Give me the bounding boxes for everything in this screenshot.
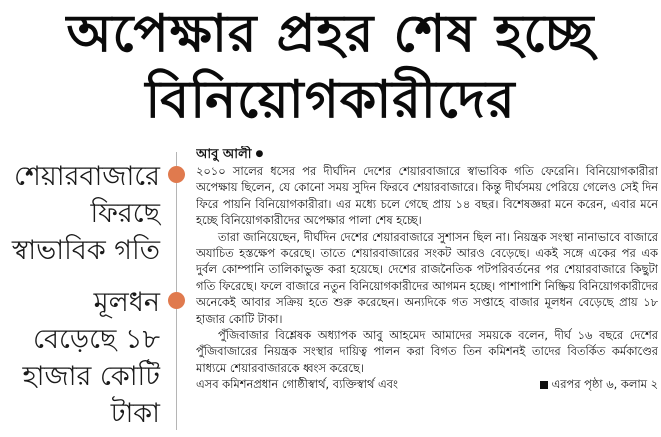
pull-quote-2 [22,284,160,432]
headline-line-2: বিনিয়োগকারীদের [145,70,516,130]
bullet-dot [168,166,185,183]
article-paragraph: ২০১০ সালের ধসের পর দীর্ঘদিন দেশের শেয়ারবাজারে স্বাভাবিক গতি ফেরেনি। বিনিয়োগকারীরা অপেক্ষায় ছিলেন, যে কোনো সময় সুদিন ফিরবে শেয়ারবাজারে। কিন্তু দীর্ঘসময় পেরিয়ে গেলেও সেই দিন ফিরে পায়নি বিনিয়োগকারীরা। এর মধ্যে চলে গেছে প্রায় ১৪ বছর। বিশেষজ্ঞরা মনে করেন, এবার মনে হচ্ছে বিনিয়োগকারীদের অপেক্ষার পালা শেষ হচ্ছে। [196,164,658,228]
pull-quote-1-line: শেয়ারবাজারে [13,161,160,192]
pull-quote-2-line: বেড়েছে ১৮ [33,324,160,355]
column-divider [176,152,177,430]
pull-quote-1-line: ফিরছে [90,198,160,229]
pull-quote-2-line: হাজার কোটি [22,361,160,392]
pull-quote-2-line: টাকা [110,398,160,429]
article-last-line-text: এসব কমিশনপ্রধান গোষ্ঠীস্বার্থ, ব্যক্তিস্বার্থ এবং [196,377,398,392]
article-paragraph: পুঁজিবাজার বিশ্লেষক অধ্যাপক আবু আহমেদ আমাদের সময়কে বলেন, দীর্ঘ ১৬ বছরে দেশের পুঁজিবাজারের নিয়ন্ত্রক সংস্থার দায়িত্ব পালন করা বিগত তিন কমিশনই তাদের বিতর্কিত কর্মকাণ্ডের মাধ্যমে শেয়ারবাজারকে ধ্বংস করেছে। [196,328,658,375]
headline-line-1: অপেক্ষার প্রহর শেষ হচ্ছে [66,4,595,64]
pull-quote-1-line: স্বাভাবিক গতি [11,235,160,266]
pull-quote-1 [12,158,160,269]
article-last-line [196,376,658,392]
pull-quote-sidebar [0,150,172,437]
author-name: আবু আলী [196,147,252,162]
continuation-note [540,376,658,392]
continuation-text: এরপর পৃষ্ঠা ৬, কলাম ২ [551,377,658,392]
byline-bullet-icon: ● [255,149,264,159]
pull-quote-2-line: মূলধন [93,287,160,318]
byline [196,146,658,163]
square-icon [540,381,548,389]
article-body [196,146,658,437]
bullet-dot [168,292,185,309]
article-paragraph: তারা জানিয়েছেন, দীর্ঘদিন দেশের শেয়ারবাজারে সুশাসন ছিল না। নিয়ন্ত্রক সংস্থা নানাভাবে বাজারে অযাচিত হস্তক্ষেপ করেছে। তাতে শেয়ারবাজারের সংকট আরও বেড়েছে। একই সঙ্গে একের পর এক দুর্বল কোম্পানি তালিকাভুক্ত করা হয়েছে। দেশের রাজনৈতিক পটপরিবর্তনের পর শেয়ারবাজারে কিছুটা গতি ফিরেছে। ফলে বাজারে নতুন বিনিয়োগকারীদের আগমন হচ্ছে। পাশাপাশি নিষ্ক্রিয় বিনিয়োগকারীদের অনেকেই আবার সক্রিয় হতে শুরু করেছেন। অন্যদিকে গত সপ্তাহে বাজার মূলধন বেড়েছে প্রায় ১৮ হাজার কোটি টাকা। [196,229,658,326]
